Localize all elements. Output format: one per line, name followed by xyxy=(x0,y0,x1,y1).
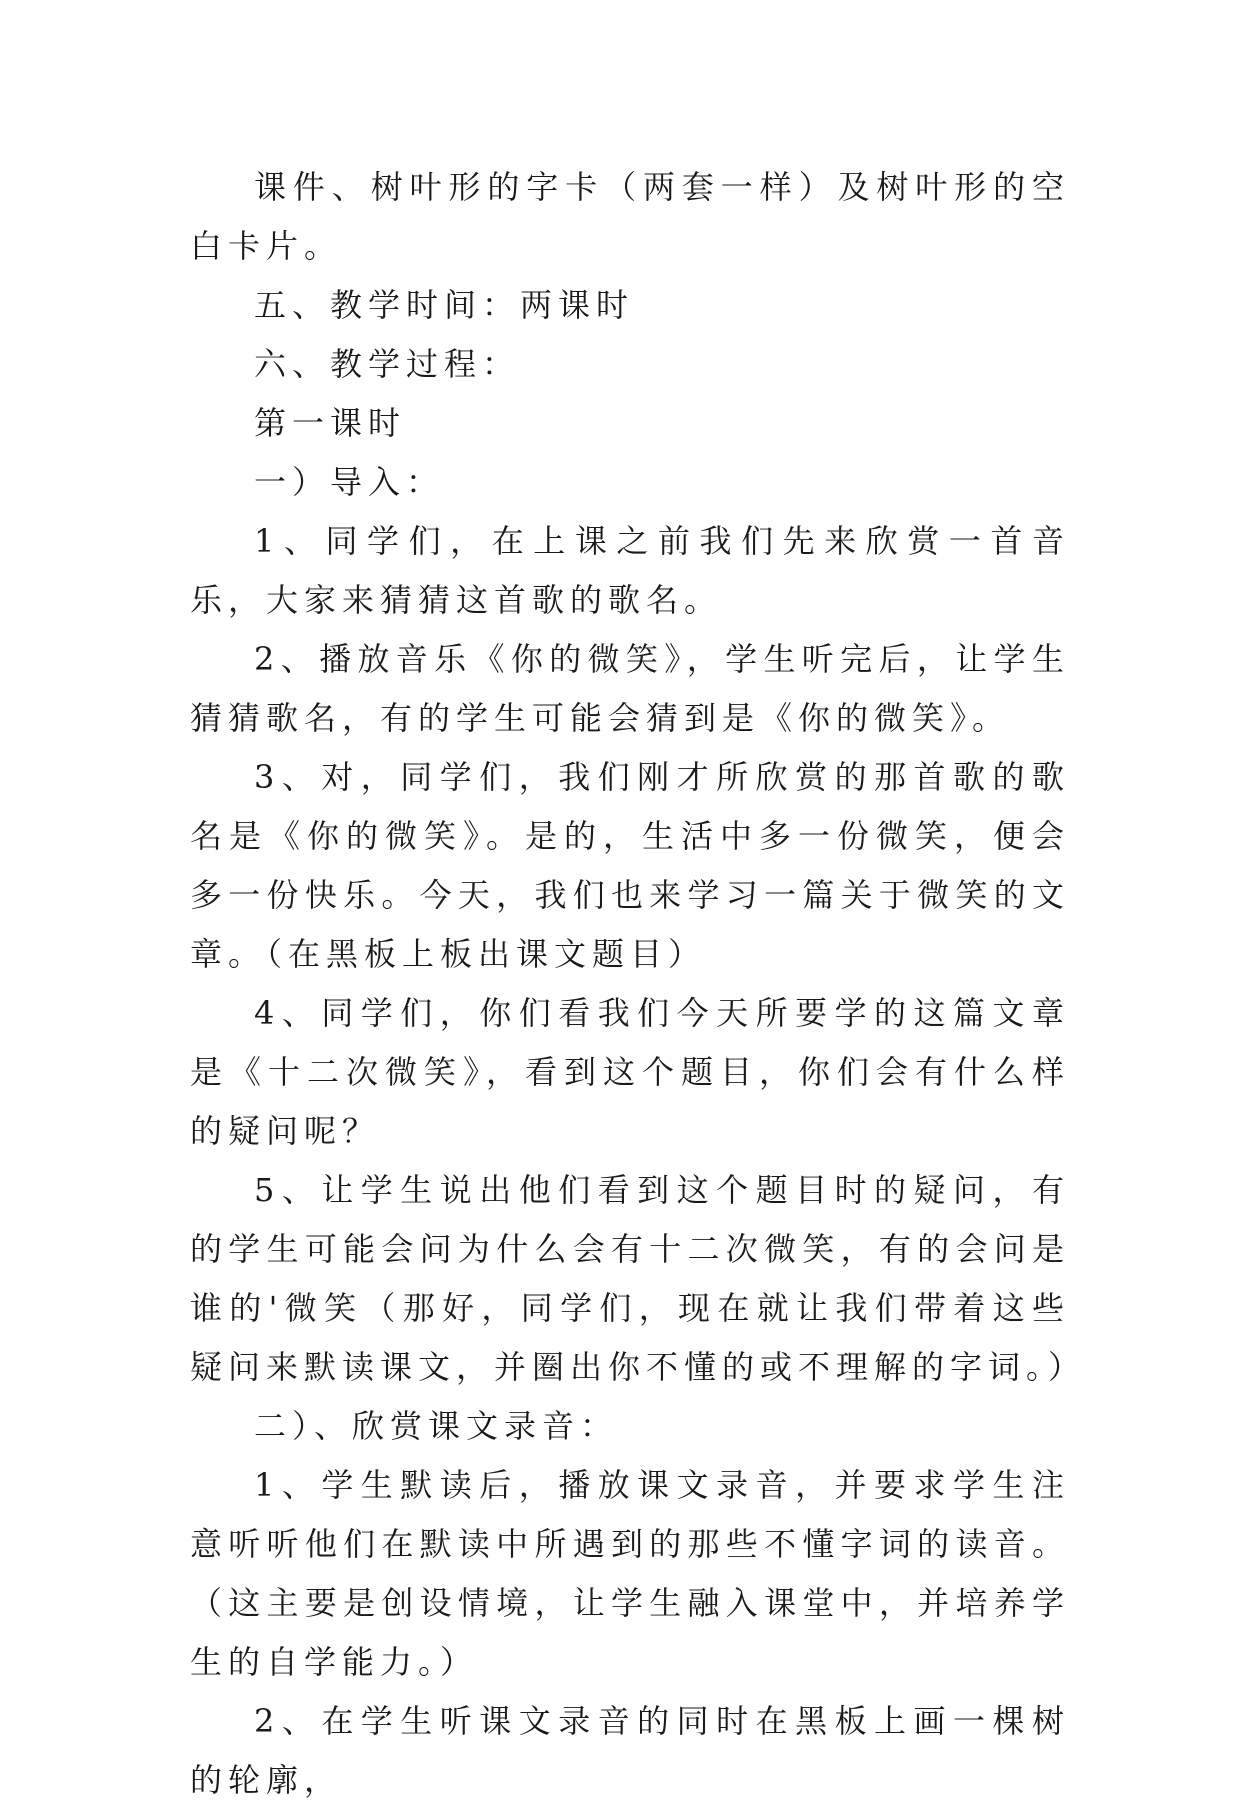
paragraph-intro-heading: 一）导入： xyxy=(254,463,445,501)
paragraph-teaching-time: 五、教学时间：两课时 xyxy=(254,286,635,324)
document-body xyxy=(190,158,1087,1810)
paragraph-step-1: 1、同学们，在上课之前我们先来欣赏一首音乐，大家来猜猜这首歌的歌名。 xyxy=(190,522,1070,619)
paragraph-step-2: 2、播放音乐《你的微笑》，学生听完后，让学生猜猜歌名，有的学生可能会猜到是《你的微笑》。 xyxy=(190,640,1070,737)
paragraph-teaching-process: 六、教学过程： xyxy=(254,345,521,383)
paragraph-listening-step-2: 2、在学生听课文录音的同时在黑板上画一棵树的轮廓， xyxy=(190,1702,1070,1799)
paragraph-listening-heading: 二）、欣赏课文录音： xyxy=(254,1407,619,1445)
paragraph-step-3: 3、对，同学们，我们刚才所欣赏的那首歌的歌名是《你的微笑》。是的，生活中多一份微笑，便会多一份快乐。今天，我们也来学习一篇关于微笑的文章。（在黑板上板出课文题目） xyxy=(190,758,1070,973)
paragraph-step-5: 5、让学生说出他们看到这个题目时的疑问，有的学生可能会问为什么会有十二次微笑，有的会问是谁的'微笑（那好，同学们，现在就让我们带着这些疑问来默读课文，并圈出你不懂的或不理解的字词。） xyxy=(190,1171,1087,1386)
paragraph-step-4: 4、同学们，你们看我们今天所要学的这篇文章是《十二次微笑》，看到这个题目，你们会有什么样的疑问呢？ xyxy=(190,994,1070,1150)
paragraph-listening-step-1: 1、学生默读后，播放课文录音，并要求学生注意听听他们在默读中所遇到的那些不懂字词的读音。（这主要是创设情境，让学生融入课堂中，并培养学生的自学能力。） xyxy=(190,1466,1070,1681)
paragraph-first-lesson: 第一课时 xyxy=(254,404,407,442)
paragraph-materials: 课件、树叶形的字卡（两套一样）及树叶形的空白卡片。 xyxy=(190,168,1070,265)
